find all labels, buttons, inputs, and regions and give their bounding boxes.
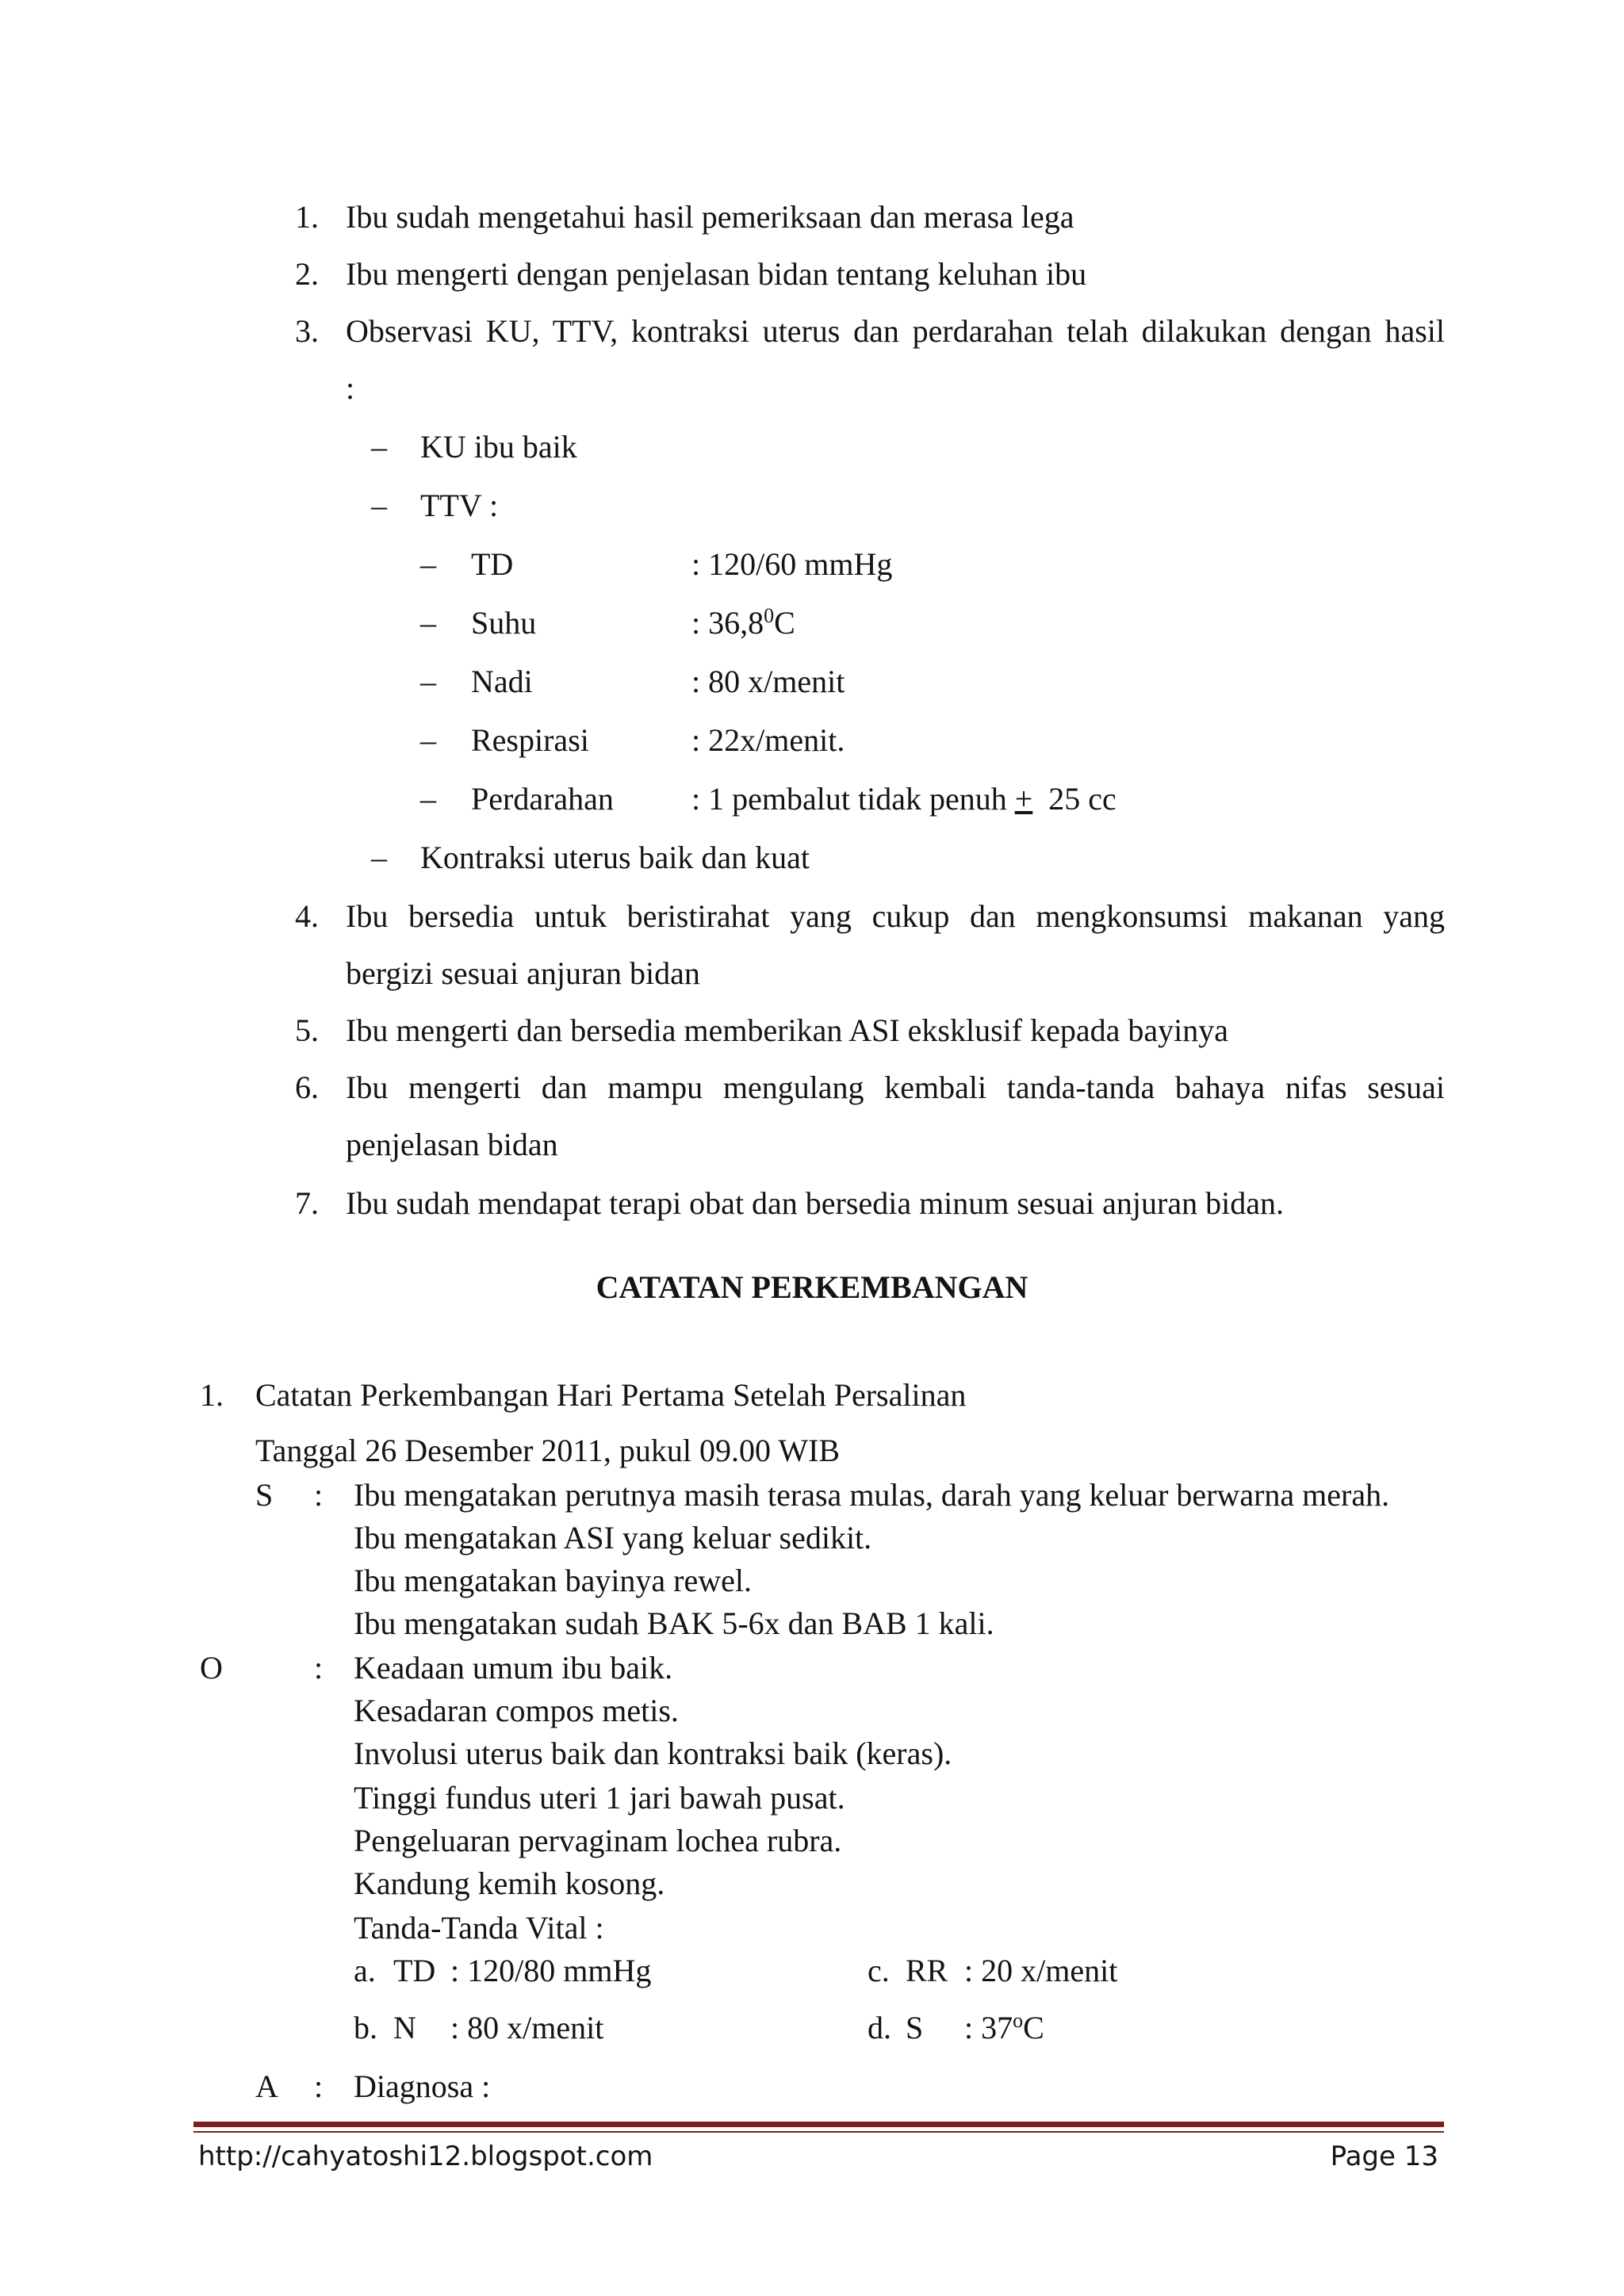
objective-line: Kandung kemih kosong.	[354, 1866, 665, 1901]
list-number: 2.	[295, 256, 319, 292]
list-item: Ibu sudah mendapat terapi obat dan bersedia minum sesuai anjuran bidan.	[346, 1185, 1284, 1221]
soap-colon: :	[314, 2068, 324, 2104]
list-item-continuation: bergizi sesuai anjuran bidan	[346, 955, 700, 991]
footer-divider-thin	[193, 2131, 1444, 2133]
vital-key: d.	[868, 2010, 891, 2045]
list-item: Ibu mengerti dan bersedia memberikan ASI eksklusif kepada bayinya	[346, 1012, 1228, 1048]
soap-label-a: A	[255, 2068, 278, 2104]
objective-line: Kesadaran compos metis.	[354, 1693, 679, 1728]
list-number: 1.	[295, 199, 319, 235]
list-number: 5.	[295, 1012, 319, 1048]
list-number: 4.	[295, 898, 319, 934]
assessment-text: Diagnosa :	[354, 2068, 491, 2104]
vital-value: : 120/80 mmHg	[450, 1953, 652, 1988]
soap-label-o: O	[200, 1650, 223, 1686]
ttv-label: Suhu	[471, 605, 537, 641]
list-item: Ibu bersedia untuk beristirahat yang cukup dan mengkonsumsi makanan yang	[346, 898, 1445, 934]
footer-url[interactable]: http://cahyatoshi12.blogspot.com	[198, 2141, 653, 2172]
subjective-line: Ibu mengatakan bayinya rewel.	[354, 1563, 753, 1598]
vital-label: N	[393, 2010, 416, 2045]
objective-line: Tanda-Tanda Vital :	[354, 1910, 604, 1946]
ttv-title: TTV :	[420, 488, 499, 523]
list-number: 3.	[295, 313, 319, 349]
list-item: Ibu sudah mengetahui hasil pemeriksaan dan merasa lega	[346, 199, 1074, 235]
ttv-value: : 22x/menit.	[691, 722, 845, 758]
vital-label: RR	[906, 1953, 948, 1988]
dash-bullet: –	[420, 664, 436, 699]
vital-key: b.	[354, 2010, 377, 2045]
ttv-value: : 80 x/menit	[691, 664, 845, 699]
footer-divider	[193, 2122, 1444, 2127]
objective-line: Keadaan umum ibu baik.	[354, 1650, 673, 1686]
ttv-label: Respirasi	[471, 722, 589, 758]
section-date: Tanggal 26 Desember 2011, pukul 09.00 WIB	[255, 1433, 841, 1468]
vital-key: c.	[868, 1953, 890, 1988]
dash-bullet: –	[371, 840, 387, 875]
vital-value: : 20 x/menit	[964, 1953, 1118, 1988]
section-title: Catatan Perkembangan Hari Pertama Setelah Persalinan	[255, 1377, 967, 1413]
dash-bullet: –	[371, 429, 387, 465]
dash-bullet: –	[420, 722, 436, 758]
dash-bullet: –	[420, 546, 436, 582]
ku-text: KU ibu baik	[420, 429, 577, 465]
list-item: Ibu mengerti dan mampu mengulang kembali tanda-tanda bahaya nifas sesuai	[346, 1070, 1445, 1105]
ttv-value: : 120/60 mmHg	[691, 546, 893, 582]
list-item-continuation: penjelasan bidan	[346, 1127, 558, 1162]
objective-line: Pengeluaran pervaginam lochea rubra.	[354, 1823, 842, 1858]
soap-colon: :	[314, 1650, 324, 1686]
list-item: Observasi KU, TTV, kontraksi uterus dan perdarahan telah dilakukan dengan hasil	[346, 313, 1445, 349]
section-heading: CATATAN PERKEMBANGAN	[596, 1269, 1028, 1305]
dash-bullet: –	[420, 781, 436, 817]
subjective-line: Ibu mengatakan perutnya masih terasa mulas, darah yang keluar berwarna merah.	[354, 1477, 1390, 1513]
vital-key: a.	[354, 1953, 376, 1988]
list-number: 6.	[295, 1070, 319, 1105]
ttv-value: : 36,8$^0$C	[691, 604, 795, 641]
objective-line: Involusi uterus baik dan kontraksi baik (keras).	[354, 1735, 952, 1771]
page-number: Page 13	[1330, 2141, 1438, 2172]
dash-bullet: –	[420, 605, 436, 641]
list-number: 7.	[295, 1185, 319, 1221]
vital-label: TD	[393, 1953, 436, 1988]
vital-value: : 80 x/menit	[450, 2010, 604, 2045]
section-number: 1.	[200, 1377, 224, 1413]
ttv-label: Perdarahan	[471, 781, 614, 817]
kontraksi-text: Kontraksi uterus baik dan kuat	[420, 840, 810, 875]
ttv-label: TD	[471, 546, 514, 582]
objective-line: Tinggi fundus uteri 1 jari bawah pusat.	[354, 1780, 845, 1816]
list-item: Ibu mengerti dengan penjelasan bidan tentang keluhan ibu	[346, 256, 1087, 292]
vital-label: S	[906, 2010, 924, 2045]
list-item-continuation: :	[346, 370, 355, 406]
soap-colon: :	[314, 1477, 324, 1513]
subjective-line: Ibu mengatakan ASI yang keluar sedikit.	[354, 1520, 872, 1556]
dash-bullet: –	[371, 488, 387, 523]
ttv-value: : 1 pembalut tidak penuh + 25 cc	[691, 781, 1116, 817]
subjective-line: Ibu mengatakan sudah BAK 5-6x dan BAB 1 kali.	[354, 1605, 994, 1641]
vital-value: : 37$^o$C	[964, 2009, 1044, 2045]
soap-label-s: S	[255, 1477, 274, 1513]
ttv-label: Nadi	[471, 664, 533, 699]
